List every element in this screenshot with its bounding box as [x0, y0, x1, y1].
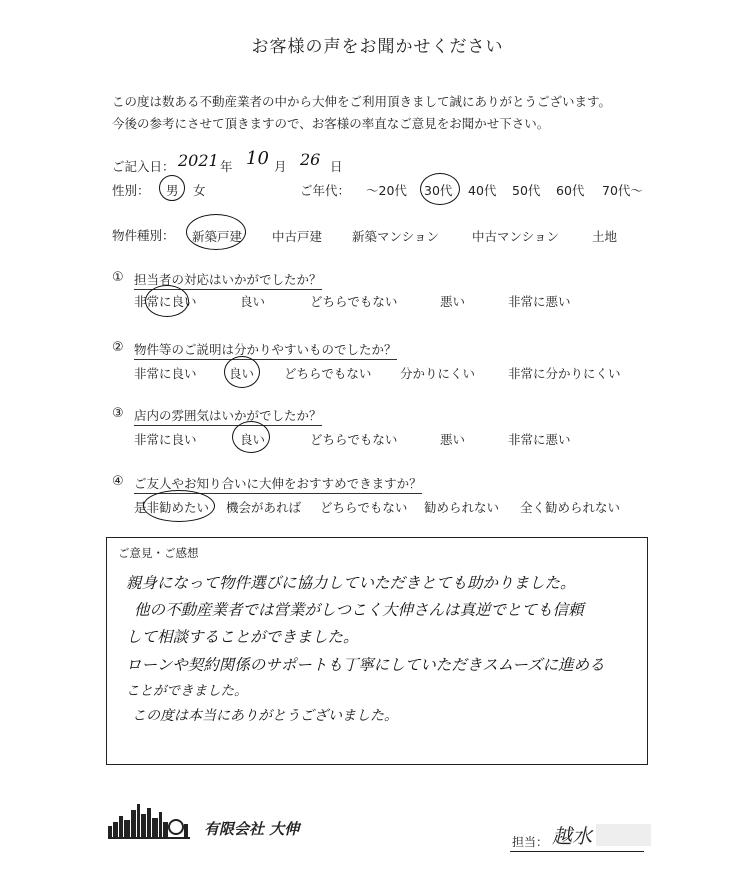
- age-option-2[interactable]: 30代: [424, 183, 453, 198]
- staff-underline: [510, 851, 644, 852]
- q2-text: 物件等のご説明は分かりやすいものでしたか？: [134, 340, 397, 360]
- gender-option-male[interactable]: 男: [166, 183, 179, 198]
- intro-line-1: この度は数ある不動産業者の中から大伸をご利用頂きまして誠にありがとうございます。: [112, 94, 612, 109]
- gender-label: 性別：: [112, 183, 150, 198]
- property-type-label: 物件種別：: [112, 228, 175, 243]
- intro-line-2: 今後の参考にさせて頂きますので、お客様の率直なご意見をお聞かせ下さい。: [112, 116, 550, 131]
- q4-selected-circle: [143, 490, 215, 522]
- form-title: お客様の声をお聞かせください: [251, 37, 504, 57]
- q4-option-5[interactable]: 全く勧められない: [520, 500, 621, 515]
- age-option-6[interactable]: 70代～: [602, 183, 643, 198]
- q1-option-4[interactable]: 悪い: [440, 294, 466, 309]
- entry-date-label: ご記入日：: [112, 159, 175, 174]
- q3-number: ③: [112, 406, 124, 421]
- age-option-5[interactable]: 60代: [556, 183, 585, 198]
- q4-number: ④: [112, 474, 124, 489]
- staff-label: 担当：: [512, 835, 549, 849]
- q4-option-2[interactable]: 機会があれば: [226, 500, 302, 515]
- property-option-4[interactable]: 中古マンション: [472, 229, 559, 244]
- property-selected-circle: [186, 214, 246, 250]
- q2-selected-circle: [224, 356, 260, 388]
- company-skyline-logo-icon: [108, 800, 194, 840]
- age-selected-circle: [420, 173, 460, 205]
- entry-day: 26: [300, 150, 321, 169]
- q2-option-5[interactable]: 非常に分かりにくい: [508, 366, 621, 381]
- age-label: ご年代：: [300, 183, 351, 198]
- q1-number: ①: [112, 270, 124, 285]
- q2-option-1[interactable]: 非常に良い: [134, 366, 197, 381]
- gender-option-female[interactable]: 女: [193, 183, 206, 198]
- q1-option-2[interactable]: 良い: [240, 294, 266, 309]
- comment-line-5: ことができました。: [126, 683, 248, 699]
- comment-line-3: して相談することができました。: [126, 628, 359, 646]
- q4-text: ご友人やお知り合いに大伸をおすすめできますか？: [134, 474, 422, 494]
- q3-text: 店内の雰囲気はいかがでしたか？: [134, 406, 322, 426]
- property-option-3[interactable]: 新築マンション: [352, 229, 439, 244]
- comment-line-6: この度は本当にありがとうございました。: [132, 708, 398, 724]
- comments-label: ご意見・ご感想: [118, 546, 199, 560]
- entry-month-unit: 月: [274, 159, 287, 174]
- property-option-2[interactable]: 中古戸建: [272, 229, 323, 244]
- entry-year: 2021: [178, 151, 219, 170]
- gender-selected-circle: [159, 175, 185, 201]
- q3-selected-circle: [232, 421, 270, 453]
- q3-option-3[interactable]: どちらでもない: [310, 432, 398, 447]
- property-option-1[interactable]: 新築戸建: [192, 229, 243, 244]
- q3-option-2[interactable]: 良い: [240, 432, 266, 447]
- q2-option-3[interactable]: どちらでもない: [284, 366, 372, 381]
- property-option-5[interactable]: 土地: [592, 229, 618, 244]
- q3-option-1[interactable]: 非常に良い: [134, 432, 197, 447]
- entry-day-unit: 日: [330, 159, 343, 174]
- q2-number: ②: [112, 340, 124, 355]
- staff-stamp-area: [596, 824, 651, 846]
- age-option-4[interactable]: 50代: [512, 183, 541, 198]
- entry-month: 10: [246, 148, 269, 169]
- q1-selected-circle: [145, 285, 189, 317]
- q4-option-3[interactable]: どちらでもない: [320, 500, 408, 515]
- entry-year-unit: 年: [220, 159, 233, 174]
- comment-line-2: 他の不動産業者では営業がしつこく大伸さんは真逆でとても信頼: [134, 601, 584, 619]
- comment-line-4: ローンや契約関係のサポートも丁寧にしていただきスムーズに進める: [126, 656, 605, 674]
- age-option-1[interactable]: ～20代: [366, 183, 407, 198]
- q4-option-4[interactable]: 勧められない: [424, 500, 500, 515]
- comment-line-1: 親身になって物件選びに協力していただきとても助かりました。: [126, 574, 576, 592]
- company-name: 有限会社 大伸: [204, 820, 300, 838]
- q1-option-1[interactable]: 非常に良い: [134, 294, 197, 309]
- q2-option-4[interactable]: 分かりにくい: [400, 366, 476, 381]
- q2-option-2[interactable]: 良い: [229, 366, 255, 381]
- q1-text: 担当者の対応はいかがでしたか？: [134, 270, 322, 290]
- q3-option-4[interactable]: 悪い: [440, 432, 466, 447]
- age-option-3[interactable]: 40代: [468, 183, 497, 198]
- q3-option-5[interactable]: 非常に悪い: [508, 432, 571, 447]
- q1-option-3[interactable]: どちらでもない: [310, 294, 398, 309]
- q1-option-5[interactable]: 非常に悪い: [508, 294, 571, 309]
- staff-name: 越水: [552, 824, 592, 848]
- q4-option-1[interactable]: 是非勧めたい: [134, 500, 210, 515]
